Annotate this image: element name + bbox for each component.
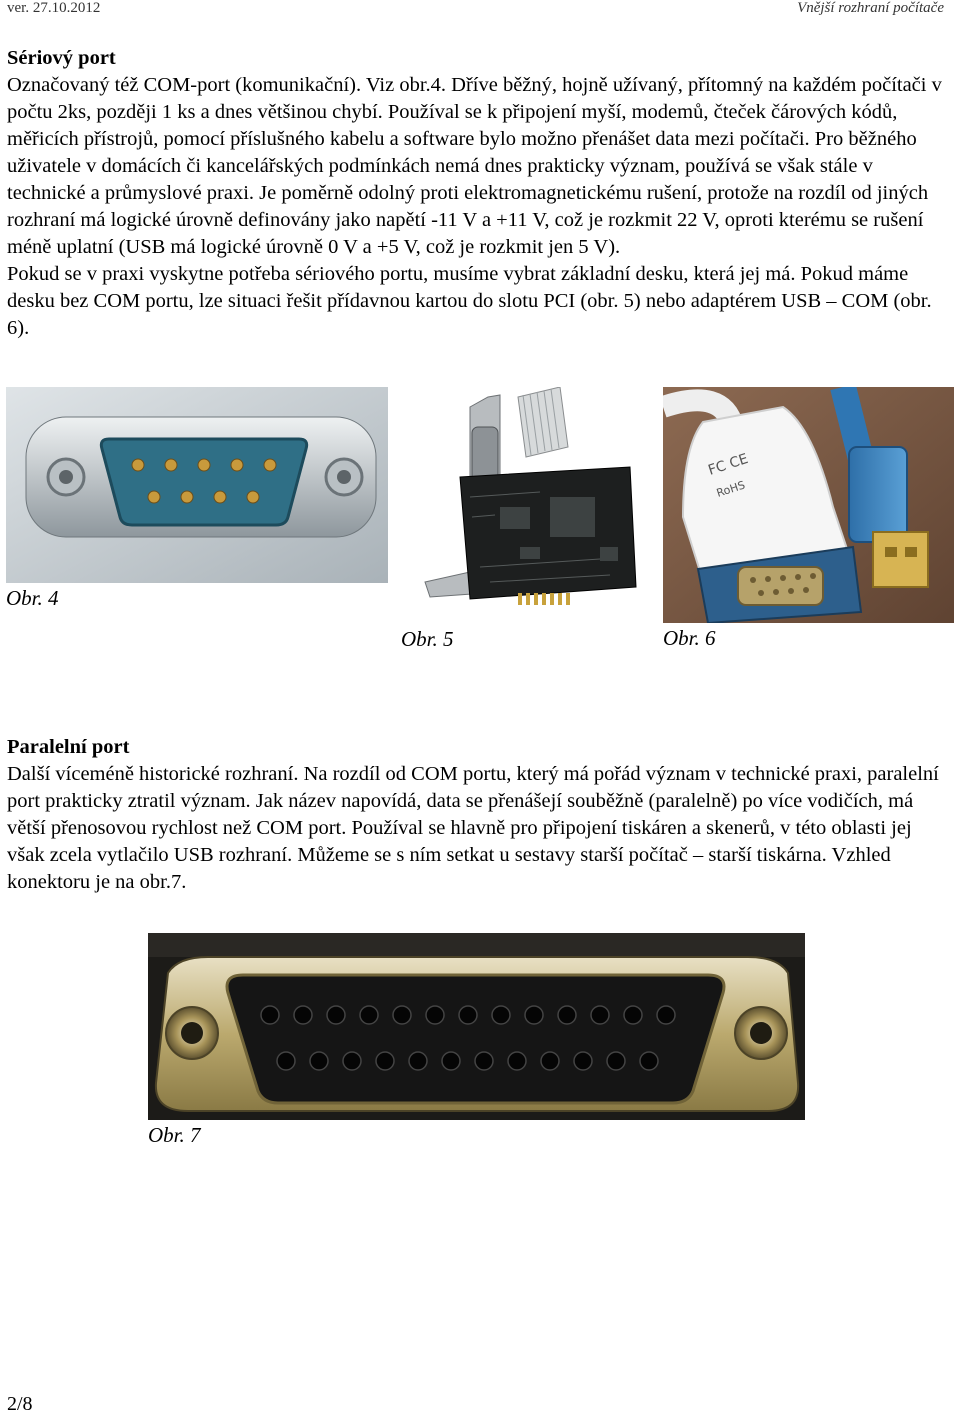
parallel-heading: Paralelní port: [7, 736, 130, 758]
figure-7-parallel-connector-photo: [148, 933, 805, 1120]
figure-5-pci-card-photo: [400, 387, 646, 609]
figure-5-caption: Obr. 5: [401, 627, 454, 651]
page-header: [7, 0, 944, 18]
version-date: ver. 27.10.2012: [7, 0, 101, 16]
serial-paragraph-1: Označovaný též COM-port (komunikační). Viz obr.4. Dříve běžný, hojně užívaný, přítomný na každém počítači v počtu 2ks, později 1 ks a dnes většinou chybí. Používal se k připojení myší, modemů, čteček čárových kódů, měřicích přístrojů, pomocí příslušného kabelu a software bylo možno přenášet data mezi počítači. Pro běžného uživatele v domácích či kancelářských podmínkách nemá dnes prakticky význam, používá se však stále v technické a průmyslové praxi. Je poměrně odolný proti elektromagnetickému rušení, protože na rozdíl od jiných rozhraní má logické úrovně definovány jako napětí -11 V a +11 V, což je rozkmit 22 V, oproti kterému se rušení méně uplatní (USB má logické úrovně 0 V a +5 V, což je rozkmit jen 5 V).: [7, 74, 942, 258]
serial-heading: Sériový port: [7, 47, 116, 69]
figure-6-usb-com-adapter-photo: [663, 387, 954, 623]
serial-section: [7, 45, 947, 342]
document-title: Vnější rozhraní počítače: [797, 0, 944, 16]
parallel-paragraph: Další víceméně historické rozhraní. Na rozdíl od COM portu, který má pořád význam v technické praxi, paralelní port prakticky ztratil význam. Jak název napovídá, data se přenášejí souběžně (paralelně) po více vodičích, má větší přenosovou rychlost než COM port. Používal se hlavně pro připojení tiskáren a skenerů, v této oblasti jej však zcela vytlačilo USB rozhraní. Můžeme se s ním setkat u sestavy starší počítač – starší tiskárna. Vzhled konektoru je na obr.7.: [7, 763, 939, 893]
fcc-ce-marking: FC CE: [706, 450, 751, 479]
figure-4-serial-connector-photo: [6, 387, 388, 583]
parallel-section: [7, 734, 947, 896]
figure-4-caption: Obr. 4: [6, 586, 59, 610]
figure-7-caption: Obr. 7: [148, 1123, 201, 1147]
page-number: 2/8: [7, 1393, 33, 1415]
figure-6-caption: Obr. 6: [663, 626, 716, 650]
serial-paragraph-2: Pokud se v praxi vyskytne potřeba sériového portu, musíme vybrat základní desku, která jej má. Pokud máme desku bez COM portu, lze situaci řešit přídavnou kartou do slotu PCI (obr. 5) nebo adaptérem USB – COM (obr. 6).: [7, 263, 932, 339]
rohs-marking: RoHS: [714, 478, 747, 500]
